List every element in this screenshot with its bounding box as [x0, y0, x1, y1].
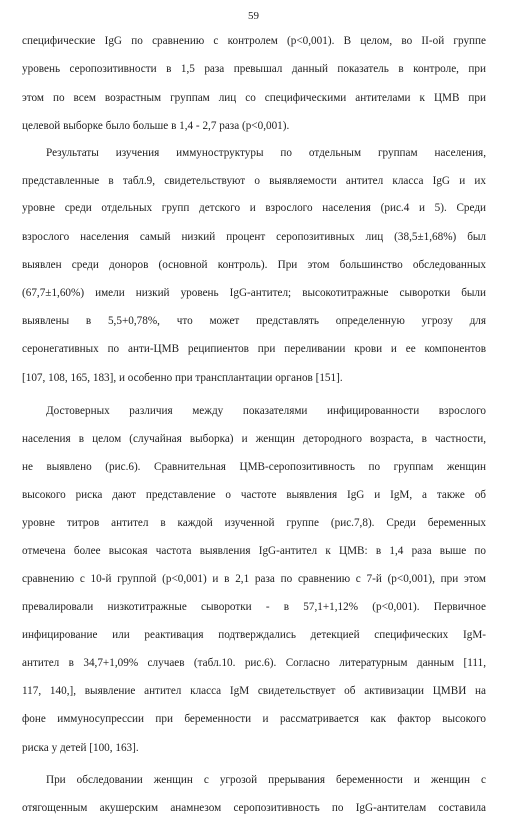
- text-line: взрослого населения самый низкий процент серопозитивных лиц (38,5±1,68%) был: [22, 231, 486, 243]
- text-line: Результаты изучения иммуноструктуры по отдельным группам населения,: [46, 147, 486, 159]
- text-line: серонегативных по анти-ЦМВ реципиентов при переливании крови и ее компонентов: [22, 343, 486, 355]
- text-line: уровне титров антител в каждой изученной группе (рис.7,8). Среди беременных: [22, 517, 486, 529]
- text-line: Достоверных различия между показателями инфицированности взрослого: [46, 405, 486, 417]
- text-line: (67,7±1,60%) имели низкий уровень IgG-антител; высокотитражные сыворотки были: [22, 287, 486, 299]
- text-line: выявлен среди доноров (основной контроль). При этом большинство обследованных: [22, 259, 486, 271]
- text-line: этом по всем возрастным группам лиц со специфическими антителами к ЦМВ при: [22, 92, 486, 104]
- text-line: уровне среди отдельных групп детского и взрослого населения (рис.4 и 5). Среди: [22, 202, 486, 214]
- text-line: отягощенным акушерским анамнезом серопозитивность по IgG-антителам составила: [22, 802, 486, 814]
- page-number: 59: [248, 10, 259, 22]
- text-line: представленные в табл.9, свидетельствуют о выявляемости антител класса IgG и их: [22, 175, 486, 187]
- text-line: специфические IgG по сравнению с контролем (p<0,001). В целом, во II-ой группе: [22, 35, 486, 47]
- text-line: инфицирование или реактивация подтверждались детекцией специфических IgM-: [22, 629, 486, 641]
- text-line: населения в целом (случайная выборка) и женщин детородного возраста, в частности,: [22, 433, 486, 445]
- text-line: не выявлено (рис.6). Сравнительная ЦМВ-серопозитивность по группам женщин: [22, 461, 486, 473]
- text-line: При обследовании женщин с угрозой прерывания беременности и женщин с: [46, 774, 486, 786]
- text-line: целевой выборке было больше в 1,4 - 2,7 раза (p<0,001).: [22, 120, 290, 132]
- text-line: 117, 140,], выявление антител класса IgM свидетельствует об активизации ЦМВИ на: [22, 685, 486, 697]
- text-line: высокого риска дают представление о частоте выявления IgG и IgM, а также об: [22, 489, 486, 501]
- text-line: отмечена более высокая частота выявления IgG-антител к ЦМВ: в 1,4 раза выше по: [22, 545, 486, 557]
- text-line: риска у детей [100, 163].: [22, 742, 139, 754]
- text-line: выявлены в 5,5+0,78%, что может представлять определенную угрозу для: [22, 315, 486, 327]
- text-line: сравнению с 10-й группой (p<0,001) и в 2,1 раза по сравнению с 7-й (p<0,001), при этом: [22, 573, 486, 585]
- text-line: уровень серопозитивности в 1,5 раза превышал данный показатель в контроле, при: [22, 63, 486, 75]
- text-line: [107, 108, 165, 183], и особенно при трансплантации органов [151].: [22, 372, 343, 384]
- text-line: превалировали низкотитражные сыворотки - в 57,1+1,12% (p<0,001). Первичное: [22, 601, 486, 613]
- text-line: антител в 34,7+1,09% случаев (табл.10. рис.6). Согласно литературным данным [111,: [22, 657, 486, 669]
- text-line: фоне иммуносупрессии при беременности и рассматривается как фактор высокого: [22, 713, 486, 725]
